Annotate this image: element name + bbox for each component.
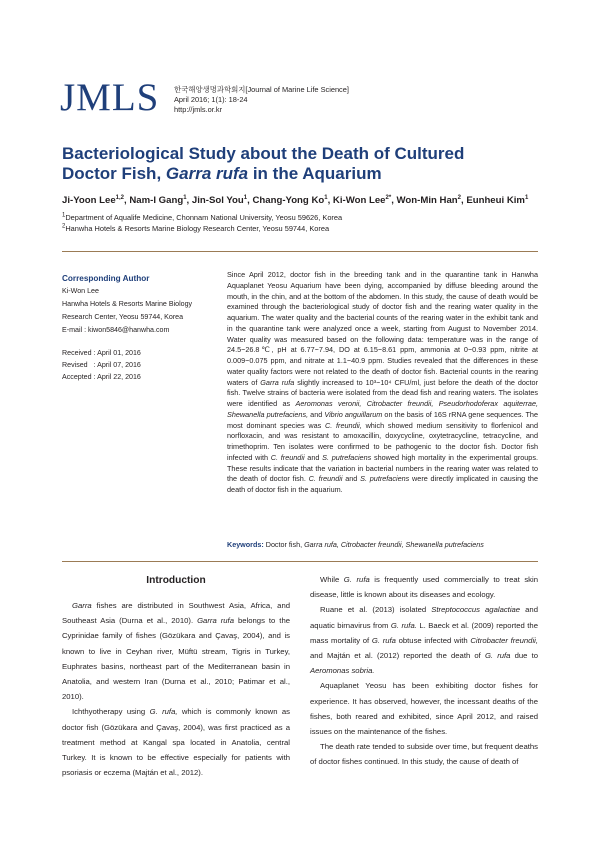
journal-name: 한국해양생명과학회지[Journal of Marine Life Science] xyxy=(174,85,349,94)
author: Nam-I Gang xyxy=(129,195,184,206)
section-heading-introduction: Introduction xyxy=(146,575,206,586)
revised-date: Revised : April 07, 2016 xyxy=(62,361,141,369)
article-dates xyxy=(62,347,212,383)
keywords-label: Keywords: xyxy=(227,540,264,549)
corresponding-heading: Corresponding Author xyxy=(62,274,150,283)
author: Won-Min Han xyxy=(396,195,458,206)
author: Chang-Yong Ko xyxy=(252,195,325,206)
corresponding-author xyxy=(62,273,212,337)
received-date: Received : April 01, 2016 xyxy=(62,349,141,357)
author: Eunheui Kim xyxy=(466,195,525,206)
accepted-date: Accepted : April 22, 2016 xyxy=(62,373,141,381)
author: Jin-Sol You xyxy=(191,195,244,206)
paragraph: While G. rufa is frequently used commercially to treat skin disease, little is known about its diseases and ecology. xyxy=(310,575,539,600)
abstract: Since April 2012, doctor fish in the breeding tank and in the quarantine tank in Hanwha Aquaplanet Yeosu Aquarium have been dying, accompanied by diffuse bleeding around the mouth, in the chin, and at the bottom of the abdomen. In this study, the cause of death would be examined through the bacteriological study of doctor fish and the rearing water quality in the aquarium. The water quality and the bacterial counts of the rearing water in the exhibit tank and in the quarantine tank were analyzed once a week, starting from August to November 2014. Water quality was measured based on the following data: temperature was in the range of 24.5~26.8℃, pH at 6.77~7.94, DO at 6.15~8.61 ppm, ammonia at 0~0.93 ppm, nitrite at 0.009~0.075 ppm, and nitrate at 1.1~40.9 ppm. Studies revealed that the differences in these water quality factors were not related to the death of doctor fish. Bacterial counts in the rearing waters of Garra rufa slightly increased to 10³~10⁴ CFU/ml, just before the death of the doctor fish. Twelve strains of bacteria were isolated from the dead fish and rearing waters. The isolates were identified as Aeromonas veronii, Citrobacter freundii, Pseudorhodoferax aquiterrae, Shewanella putrefaciens, and Vibrio anguillarum on the basis of 16S rRNA gene sequences. The most dominant species was C. freundii, which showed medium sensitivity to florfenicol and norfloxacin, and was resistant to amoxacillin, doxycycline, oxytetracycline, tetracycline, and trimethoprim. Ten isolates were confirmed to be pathogenic to the doctor fish. Doctor fish infected with C. freundii and S. putrefaciens showed high mortality in the experimental groups. These results indicate that the variation in bacterial numbers in the rearing water was related to the death of doctor fish. C. freundii and S. putrefaciens were directly implicated in causing the death of doctor fish in the aquarium. xyxy=(227,270,538,494)
corresponding-org-1: Hanwha Hotels & Resorts Marine Biology xyxy=(62,300,193,308)
affiliation-2: $^2$Hanwha Hotels & Resorts Marine Biology Research Center, Yeosu 59744, Korea xyxy=(62,223,330,233)
affiliations xyxy=(62,212,552,234)
body-column-left xyxy=(62,598,290,780)
title-line-1: Bacteriological Study about the Death of Cultured xyxy=(62,144,465,163)
paragraph: Ruane et al. (2013) isolated Streptococcus agalactiae and aquatic birnavirus from G. rufa. L. Baeck et al. (2009) reported the mass mortality of G. rufa obtuse infected with Citrobacter freundii, and Majtán et al. (2012) reported the death of G. rufa due to Aeromonas sobria. xyxy=(310,605,539,676)
author: Ji-Yoon Lee xyxy=(62,195,116,206)
keywords: Keywords: Doctor fish, Garra rufa, Citrobacter freundii, Shewanella putrefaciens xyxy=(227,540,484,549)
paper-title xyxy=(62,144,542,184)
journal-url[interactable]: http://jmls.or.kr xyxy=(174,105,223,114)
title-line-2: Doctor Fish, Garra rufa in the Aquarium xyxy=(62,164,382,183)
corresponding-org-2: Research Center, Yeosu 59744, Korea xyxy=(62,313,184,321)
corresponding-email[interactable]: E-mail : kiwon5846@hanwha.com xyxy=(62,326,170,334)
author: Ki-Won Lee xyxy=(332,195,386,206)
body-column-right xyxy=(310,572,538,770)
divider-top xyxy=(62,251,538,252)
journal-info xyxy=(174,85,349,115)
corresponding-name: Ki-Won Lee xyxy=(62,287,99,295)
paragraph: Ichthyotherapy using G. rufa, which is commonly known as doctor fish (Gözükara and Çavaş, 2004), was first practiced as a treatment method at Kangal spa located in Anatolia, central Turkey. It is known to be effective especially for patients with psoriasis or eczema (Majtán et al., 2012). xyxy=(62,707,290,778)
affiliation-1: $^1$Department of Aqualife Medicine, Chonnam National University, Yeosu 59626, Korea xyxy=(62,212,343,222)
paragraph: The death rate tended to subside over time, but frequent deaths of doctor fishes continued. In this study, the cause of death of xyxy=(310,742,538,767)
issue-line: April 2016; 1(1): 18-24 xyxy=(174,95,248,104)
journal-logo: JMLS xyxy=(60,76,160,119)
paragraph: Aquaplanet Yeosu has been exhibiting doctor fishes for experience. It has observed, however, the incessant deaths of the fishes, both reared and exhibited, since April 2012, and raised issues on the maintenance of the fishes. xyxy=(310,681,538,737)
divider-bottom xyxy=(62,561,538,562)
author-list: Ji-Yoon Lee$^{1,2}$, Nam-I Gang$^1$, Jin-Sol You$^1$, Chang-Yong Ko$^1$, Ki-Won Lee$^{2*}$, Won-Min Han$^2$, Eunheui Kim$^1$ xyxy=(62,194,529,206)
paragraph: Garra fishes are distributed in Southwest Asia, Africa, and Southeast Asia (Durna et al., 2010). Garra rufa belongs to the Cyprinidae family of fishes (Gözükara and Çavaş, 2004), and is known to live in Ceyhan river, Müftü stream, Tigris in Turkey, Euphrates basins, northeast part of the Mediterranean basin in Anatolia, and western Iran (Durna et al., 2010; Patimar et al., 2010). xyxy=(62,601,290,702)
